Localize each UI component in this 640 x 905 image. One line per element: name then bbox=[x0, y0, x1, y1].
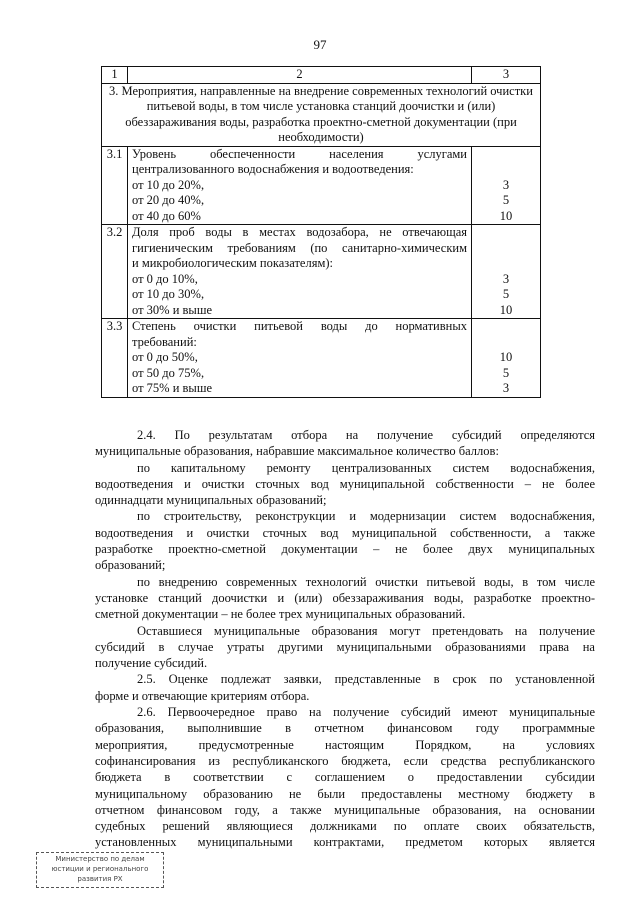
score-spacer bbox=[476, 256, 536, 272]
body-line: образования, выполнившие в отчетном финансовом году программные bbox=[95, 721, 595, 736]
score-spacer bbox=[476, 319, 536, 335]
option-score: 10 bbox=[499, 208, 513, 223]
body-line: получение субсидий. bbox=[95, 656, 208, 671]
option-label: от 0 до 50%, bbox=[132, 350, 198, 364]
stamp-line: юстиции и регионального bbox=[51, 865, 149, 873]
section-title bbox=[102, 83, 541, 146]
criterion-scores bbox=[472, 225, 541, 319]
stamp-line: Министерство по делам bbox=[55, 855, 145, 863]
score-spacer bbox=[476, 162, 536, 178]
body-line: водоотведения и очистки сточных вод муниципальной собственности, а также bbox=[95, 525, 595, 540]
section-title-line: 3. Мероприятия, направленные на внедрение современных технологий очистки bbox=[109, 83, 533, 98]
option-score: 5 bbox=[502, 193, 510, 207]
criterion-text-line: требований: bbox=[132, 334, 197, 349]
section-title-line: питьевой воды, в том числе установка станций доочистки и (или) bbox=[146, 99, 496, 113]
body-line: установленных муниципальными контрактами, предметом которых является bbox=[95, 835, 595, 850]
body-line: форме и отвечающие критериям отбора. bbox=[95, 688, 310, 703]
body-text bbox=[95, 427, 595, 851]
body-line: 2.4. По результатам отбора на получение субсидий определяются bbox=[137, 428, 595, 442]
option-score: 5 bbox=[502, 287, 510, 301]
option-label: от 0 до 10%, bbox=[132, 271, 198, 286]
option-label: от 10 до 30%, bbox=[132, 287, 205, 301]
body-line: по внедрению современных технологий очистки питьевой воды, в том числе bbox=[137, 574, 595, 589]
criterion-text bbox=[128, 146, 472, 225]
criterion-text-line: Степень очистки питьевой воды до нормативных bbox=[132, 319, 467, 333]
criterion-number: 3.1 bbox=[102, 146, 128, 225]
option-score: 3 bbox=[502, 271, 510, 286]
score-spacer bbox=[476, 335, 536, 351]
criterion-row bbox=[102, 225, 541, 319]
option-label: от 20 до 40%, bbox=[132, 193, 205, 207]
body-line: по капитальному ремонту централизованных систем водоснабжения, bbox=[137, 460, 595, 475]
section-title-row bbox=[102, 83, 541, 146]
score-spacer bbox=[476, 241, 536, 257]
body-line: разработке проектно-сметной документации – не более двух муниципальных bbox=[95, 542, 595, 557]
criterion-number: 3.2 bbox=[102, 225, 128, 319]
body-line: образований; bbox=[95, 558, 166, 573]
option-label: от 40 до 60% bbox=[132, 208, 201, 223]
body-line: муниципальному образованию не были предоставлены местному бюджету в bbox=[95, 786, 595, 801]
criterion-text-line: централизованного водоснабжения и водоотведения: bbox=[132, 162, 414, 176]
body-line: Оставшиеся муниципальные образования могут претендовать на получение bbox=[137, 623, 595, 638]
option-label: от 10 до 20%, bbox=[132, 177, 205, 192]
body-line: 2.5. Оценке подлежат заявки, представленные в срок по установленной bbox=[137, 672, 595, 687]
body-line: установке станций доочистки и (или) обеззараживания воды, разработке проектно- bbox=[95, 590, 595, 605]
score-spacer bbox=[476, 147, 536, 163]
body-line: софинансирования из республиканского бюджета, если средства республиканского bbox=[95, 753, 595, 768]
header-cell-1: 1 bbox=[102, 67, 128, 84]
body-line: по строительству, реконструкции и модернизации систем водоснабжения, bbox=[137, 509, 595, 524]
option-label: от 75% и выше bbox=[132, 381, 212, 395]
criteria-table-body bbox=[102, 67, 541, 398]
stamp-line: развития РХ bbox=[77, 875, 123, 883]
body-line: 2.6. Первоочередное право на получение субсидий имеют муниципальные bbox=[137, 705, 595, 720]
criterion-scores bbox=[472, 146, 541, 225]
option-score: 3 bbox=[502, 381, 510, 395]
option-label: от 30% и выше bbox=[132, 302, 212, 317]
option-score: 10 bbox=[499, 302, 513, 317]
criterion-text bbox=[128, 319, 472, 398]
body-line: мероприятия, предусмотренные настоящим Порядком, на условиях bbox=[95, 737, 595, 752]
body-line: одиннадцати муниципальных образований; bbox=[95, 493, 327, 508]
body-line: муниципальные образования, набравшие максимальное количество баллов: bbox=[95, 444, 499, 459]
criterion-text bbox=[128, 225, 472, 319]
body-line: субсидий в случае утраты другими муниципальными образованиями права на bbox=[95, 639, 595, 654]
option-score: 3 bbox=[502, 177, 510, 192]
criterion-text-line: и микробиологическим показателям): bbox=[132, 256, 333, 270]
body-line: отчетном финансовом году, а также муниципальные образования, на основании bbox=[95, 802, 595, 817]
body-line: водоотведения и очистки сточных вод муниципальной собственности – не более bbox=[95, 476, 595, 491]
criterion-text-line: Доля проб воды в местах водозабора, не отвечающая bbox=[132, 225, 467, 239]
body-line: бюджета в соответствии с соглашением о предоставлении субсидии bbox=[95, 770, 595, 785]
criterion-text-line: гигиеническим требованиям (по санитарно-химическим bbox=[132, 240, 467, 255]
body-line: судебных решений являющиеся должниками по оплате своих обязательств, bbox=[95, 819, 595, 834]
header-cell-2: 2 bbox=[128, 67, 472, 84]
header-cell-3: 3 bbox=[472, 67, 541, 84]
score-spacer bbox=[476, 225, 536, 241]
table-header-row bbox=[102, 67, 541, 84]
page-number: 97 bbox=[313, 37, 327, 52]
criterion-text-line: Уровень обеспеченности населения услугами bbox=[132, 146, 467, 161]
criterion-row bbox=[102, 146, 541, 225]
criterion-number: 3.3 bbox=[102, 319, 128, 398]
criteria-table bbox=[101, 66, 541, 398]
criterion-scores bbox=[472, 319, 541, 398]
option-score: 10 bbox=[499, 350, 513, 364]
body-line: сметной документации – не более трех муниципальных образований. bbox=[95, 607, 466, 622]
registration-stamp bbox=[36, 852, 164, 888]
section-title-line: необходимости) bbox=[278, 130, 364, 144]
criterion-row bbox=[102, 319, 541, 398]
option-label: от 50 до 75%, bbox=[132, 365, 205, 380]
option-score: 5 bbox=[502, 365, 510, 380]
section-title-line: обеззараживания воды, разработка проектно-сметной документации (при bbox=[125, 114, 517, 129]
